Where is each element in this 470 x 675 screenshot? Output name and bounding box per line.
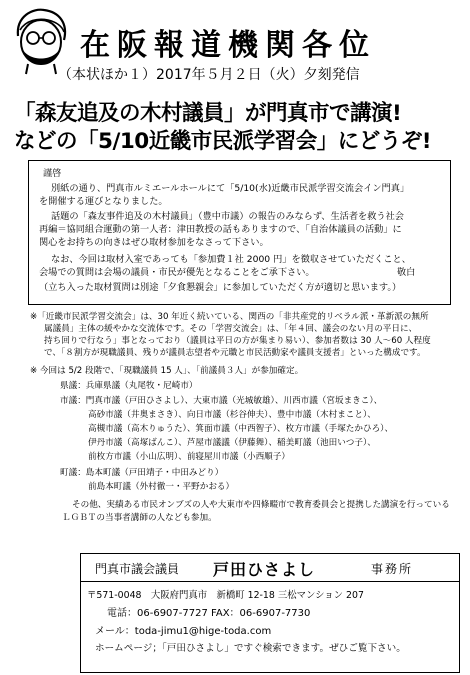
office-address: 〒571-0048 大阪府門真市 新橋町 12-18 三松マンション 207 <box>87 590 364 601</box>
city-councils: 伊丹市議（高塚ばんこ）、芦屋市議議（伊藤舞）、稲美町議（池田いつ子）、 <box>88 438 376 448</box>
letter-text: 別紙の通り、門真市ルミエールホールにて「5/10(水)近畿市民派学習交流会イン門真」 <box>51 183 410 194</box>
headline-line-1: 「森友追及の木村議員」が門真市で講演! <box>14 101 402 126</box>
closing: 敬白 <box>397 267 416 278</box>
divider <box>81 581 459 582</box>
letter-box <box>28 160 451 305</box>
letter-text: なお、今回は取材入室であっても「参加費１社 2000 円」を徴収させていただくこと、 <box>51 254 411 265</box>
letter-text: 会場での質問は会場の議員・市民が優先となることをご承下さい。 <box>39 267 315 278</box>
headline-line-2: などの「5/10近畿市民派学習会」にどうぞ! <box>14 129 432 154</box>
office-name: 戸田ひさよし <box>213 560 316 579</box>
town-councils: 町議：島本町議（戸田靖子・中田みどり） <box>60 468 224 478</box>
note-text: ※「近畿市民派学習交流会」は、30 年近く続いている、関西の「非共産党的リベラル派・革新派の無所 <box>30 312 429 322</box>
office-phone: 電話：06-6907-7727 FAX：06-6907-7730 <box>107 608 311 619</box>
office-homepage: ホームページ；「戸田ひさよし」ですぐ検索できます。ぜひご覧下さい。 <box>95 643 406 654</box>
letter-text: 話題の「森友事件追及の木村議員」（豊中市議）の報告のみならず、生活者を救う社会 <box>51 211 404 222</box>
note-text: ※ 今回は 5/2 段階で、「現職議員 15 人」、「前議員３人」が参加確定。 <box>30 366 304 376</box>
city-councils: 高槻市議（高木りゅうた）、箕面市議（中西智子）、枚方市議（手塚たかひろ）、 <box>88 424 394 434</box>
office-contact-box <box>80 553 460 673</box>
city-councils: 高砂市議（井奥まさき）、向日市議（杉谷伸夫）、豊中市議（木村まこと）、 <box>88 410 376 420</box>
note-text: ＬＧＢＴの当事者講師の人なども参加。 <box>62 513 217 523</box>
greeting: 謹啓 <box>43 168 62 179</box>
office-label: 事務所 <box>371 562 414 576</box>
letter-text: 再編＝協同組合運動の第一人者：津田教授の話もありますので、「自治体議員の活動」に <box>39 224 402 235</box>
note-text: で、「８割方が現職議員、残りが議員志望者や元職と市民活動家や議員支援者」といった構成です。 <box>44 348 426 358</box>
note-text: 属議員」主体の緩やかな交流体です。その「学習交流会」は、「年４回、議会のない月の平日に、 <box>44 324 418 334</box>
note-text: その他、実績ある市民オンブズの人や大東市や四條畷市で教育委員会と提携した講演を行っている <box>72 500 450 510</box>
office-org: 門真市議会議員 <box>95 562 180 576</box>
letter-text: （立ち入った取材質問は別途「夕食懇親会」に参加していただく方が適切と思います。） <box>39 282 402 293</box>
city-councils: 前枚方市議（小山広明）、前寝屋川市議（小西順子） <box>88 452 290 462</box>
letter-text: 関心をお持ちの向きはぜひ取材参加をなさって下さい。 <box>39 237 269 248</box>
dispatch-date: （本状ほか１）2017年５月２日（火）夕刻発信 <box>58 67 360 83</box>
town-councils: 前島本町議（外村徹一・平野かおる） <box>88 482 235 492</box>
office-email: メール：toda-jimu1@hige-toda.com <box>95 626 272 637</box>
note-text: 持ち回りで行なう」事となっており（議員は平日の方が集まり易い）、参加者数は 30 人～60 人程度 <box>44 336 431 346</box>
letter-text: を開催する運びとなりました。 <box>39 196 168 207</box>
city-councils: 市議：門真市議（戸田ひさよし）、大東市議（光城敏雄）、川西市議（宮坂まきこ）、 <box>60 396 383 406</box>
page-title: 在阪報道機関各位 <box>80 28 376 63</box>
prefectural-assembly: 県議：兵庫県議（丸尾牧・尼崎市） <box>60 381 198 391</box>
